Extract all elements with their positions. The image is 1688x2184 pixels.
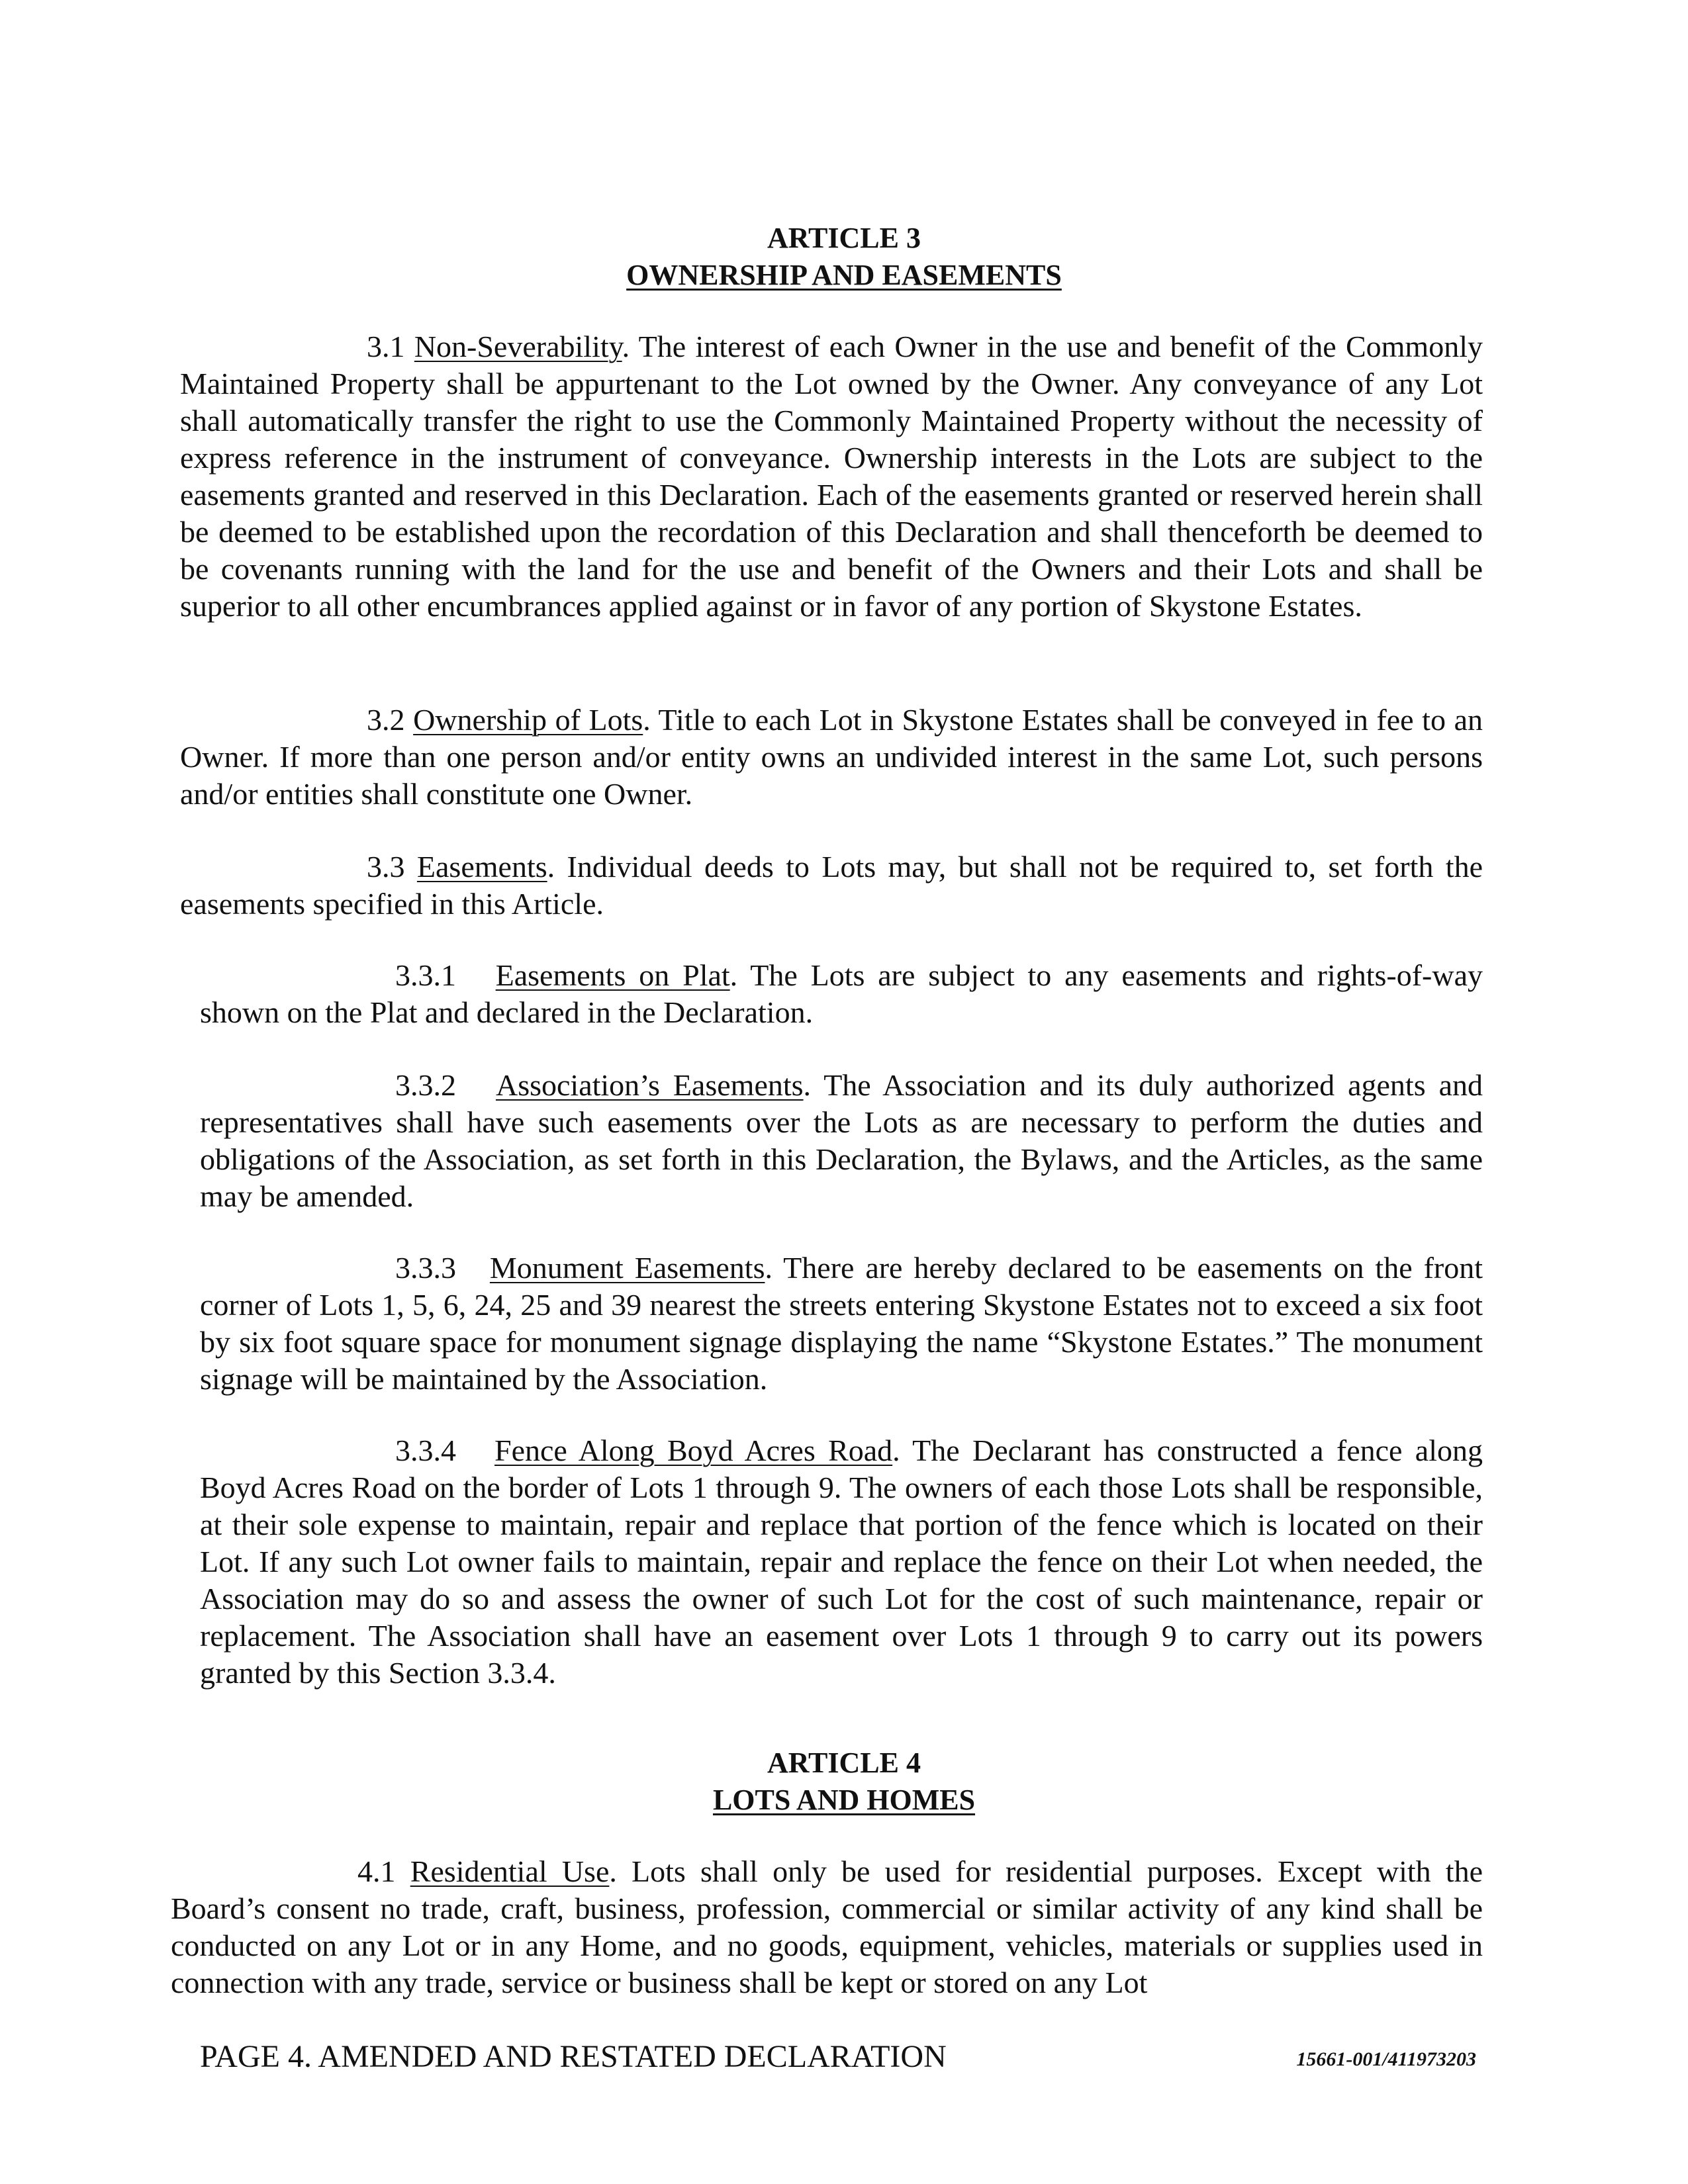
section-3-3-1: [200, 957, 1483, 1031]
section-number: 3.3: [367, 850, 405, 884]
section-number: 3.3.4: [395, 1433, 456, 1467]
section-title: Easements on Plat: [495, 958, 730, 992]
section-number: 4.1: [357, 1854, 396, 1888]
section-3-3: [180, 848, 1483, 923]
section-text: . Title to each Lot in Skystone Estates shall be conveyed in fee to an Owner. If more than one person and/or entity owns an undivided interest in the same Lot, such persons and/or entities shall constitute one Owner.: [180, 703, 1483, 811]
document-id: 15661-001/411973203: [1296, 2048, 1476, 2070]
section-number: 3.3.2: [395, 1068, 456, 1102]
section-title: Monument Easements: [489, 1251, 765, 1285]
section-title: Non-Severability: [414, 330, 622, 363]
section-4-1: [171, 1853, 1483, 2001]
section-title: Residential Use: [410, 1854, 610, 1888]
article-4-label: ARTICLE 4: [767, 1747, 921, 1779]
section-3-2: [180, 702, 1483, 813]
section-text: . The interest of each Owner in the use and benefit of the Commonly Maintained Property shall be appurtenant to the Lot owned by the Owner. Any conveyance of any Lot shall automatically transfer the right to use the Commonly Maintained Property without the necessity of express reference in the instrument of conveyance. Ownership interests in the Lots are subject to the easements granted and reserved in this Declaration. Each of the easements granted or reserved herein shall be deemed to be established upon the recordation of this Declaration and shall thenceforth be deemed to be covenants running with the land for the use and benefit of the Owners and their Lots and shall be superior to all other encumbrances applied against or in favor of any portion of Skystone Estates.: [180, 330, 1483, 623]
section-3-3-2: [200, 1067, 1483, 1215]
article-4-title: LOTS AND HOMES: [712, 1784, 976, 1816]
page-footer-title: PAGE 4. AMENDED AND RESTATED DECLARATION: [200, 2039, 947, 2074]
section-title: Ownership of Lots: [413, 703, 643, 737]
section-text: . Individual deeds to Lots may, but shall not be required to, set forth the easements specified in this Article.: [180, 850, 1483, 921]
section-number: 3.3.1: [395, 958, 456, 992]
section-title: Fence Along Boyd Acres Road: [494, 1433, 893, 1467]
section-number: 3.2: [367, 703, 405, 737]
section-title: Easements: [416, 850, 547, 884]
article-4-heading: [0, 1745, 1688, 1819]
section-text: . Lots shall only be used for residential purposes. Except with the Board’s consent no trade, craft, business, profession, commercial or similar activity of any kind shall be conducted on any Lot or in any Home, and no goods, equipment, vehicles, materials or supplies used in connection with any trade, service or business shall be kept or stored on any Lot: [171, 1854, 1483, 1999]
section-3-1: [180, 328, 1483, 625]
section-text: . The Lots are subject to any easements and rights-of-way shown on the Plat and declared in the Declaration.: [200, 958, 1483, 1029]
section-text: . The Declarant has constructed a fence along Boyd Acres Road on the border of Lots 1 through 9. The owners of each those Lots shall be responsible, at their sole expense to maintain, repair and replace that portion of the fence which is located on their Lot. If any such Lot owner fails to maintain, repair and replace the fence on their Lot when needed, the Association may do so and assess the owner of such Lot for the cost of such maintenance, repair or replacement. The Association shall have an easement over Lots 1 through 9 to carry out its powers granted by this Section 3.3.4.: [200, 1433, 1483, 1690]
section-number: 3.3.3: [395, 1251, 456, 1285]
section-text: . The Association and its duly authorized agents and representatives shall have such easements over the Lots as are necessary to perform the duties and obligations of the Association, as set forth in this Declaration, the Bylaws, and the Articles, as the same may be amended.: [200, 1068, 1483, 1213]
article-3-label: ARTICLE 3: [767, 222, 921, 254]
section-number: 3.1: [367, 330, 405, 363]
section-3-3-3: [200, 1250, 1483, 1398]
article-3-title: OWNERSHIP AND EASEMENTS: [626, 259, 1062, 291]
section-3-3-4: [200, 1432, 1483, 1692]
article-3-heading: [0, 220, 1688, 294]
section-text: . There are hereby declared to be easements on the front corner of Lots 1, 5, 6, 24, 25 and 39 nearest the streets entering Skystone Estates not to exceed a six foot by six foot square space for monument signage displaying the name “Skystone Estates.” The monument signage will be maintained by the Association.: [200, 1251, 1483, 1396]
section-title: Association’s Easements: [495, 1068, 804, 1102]
